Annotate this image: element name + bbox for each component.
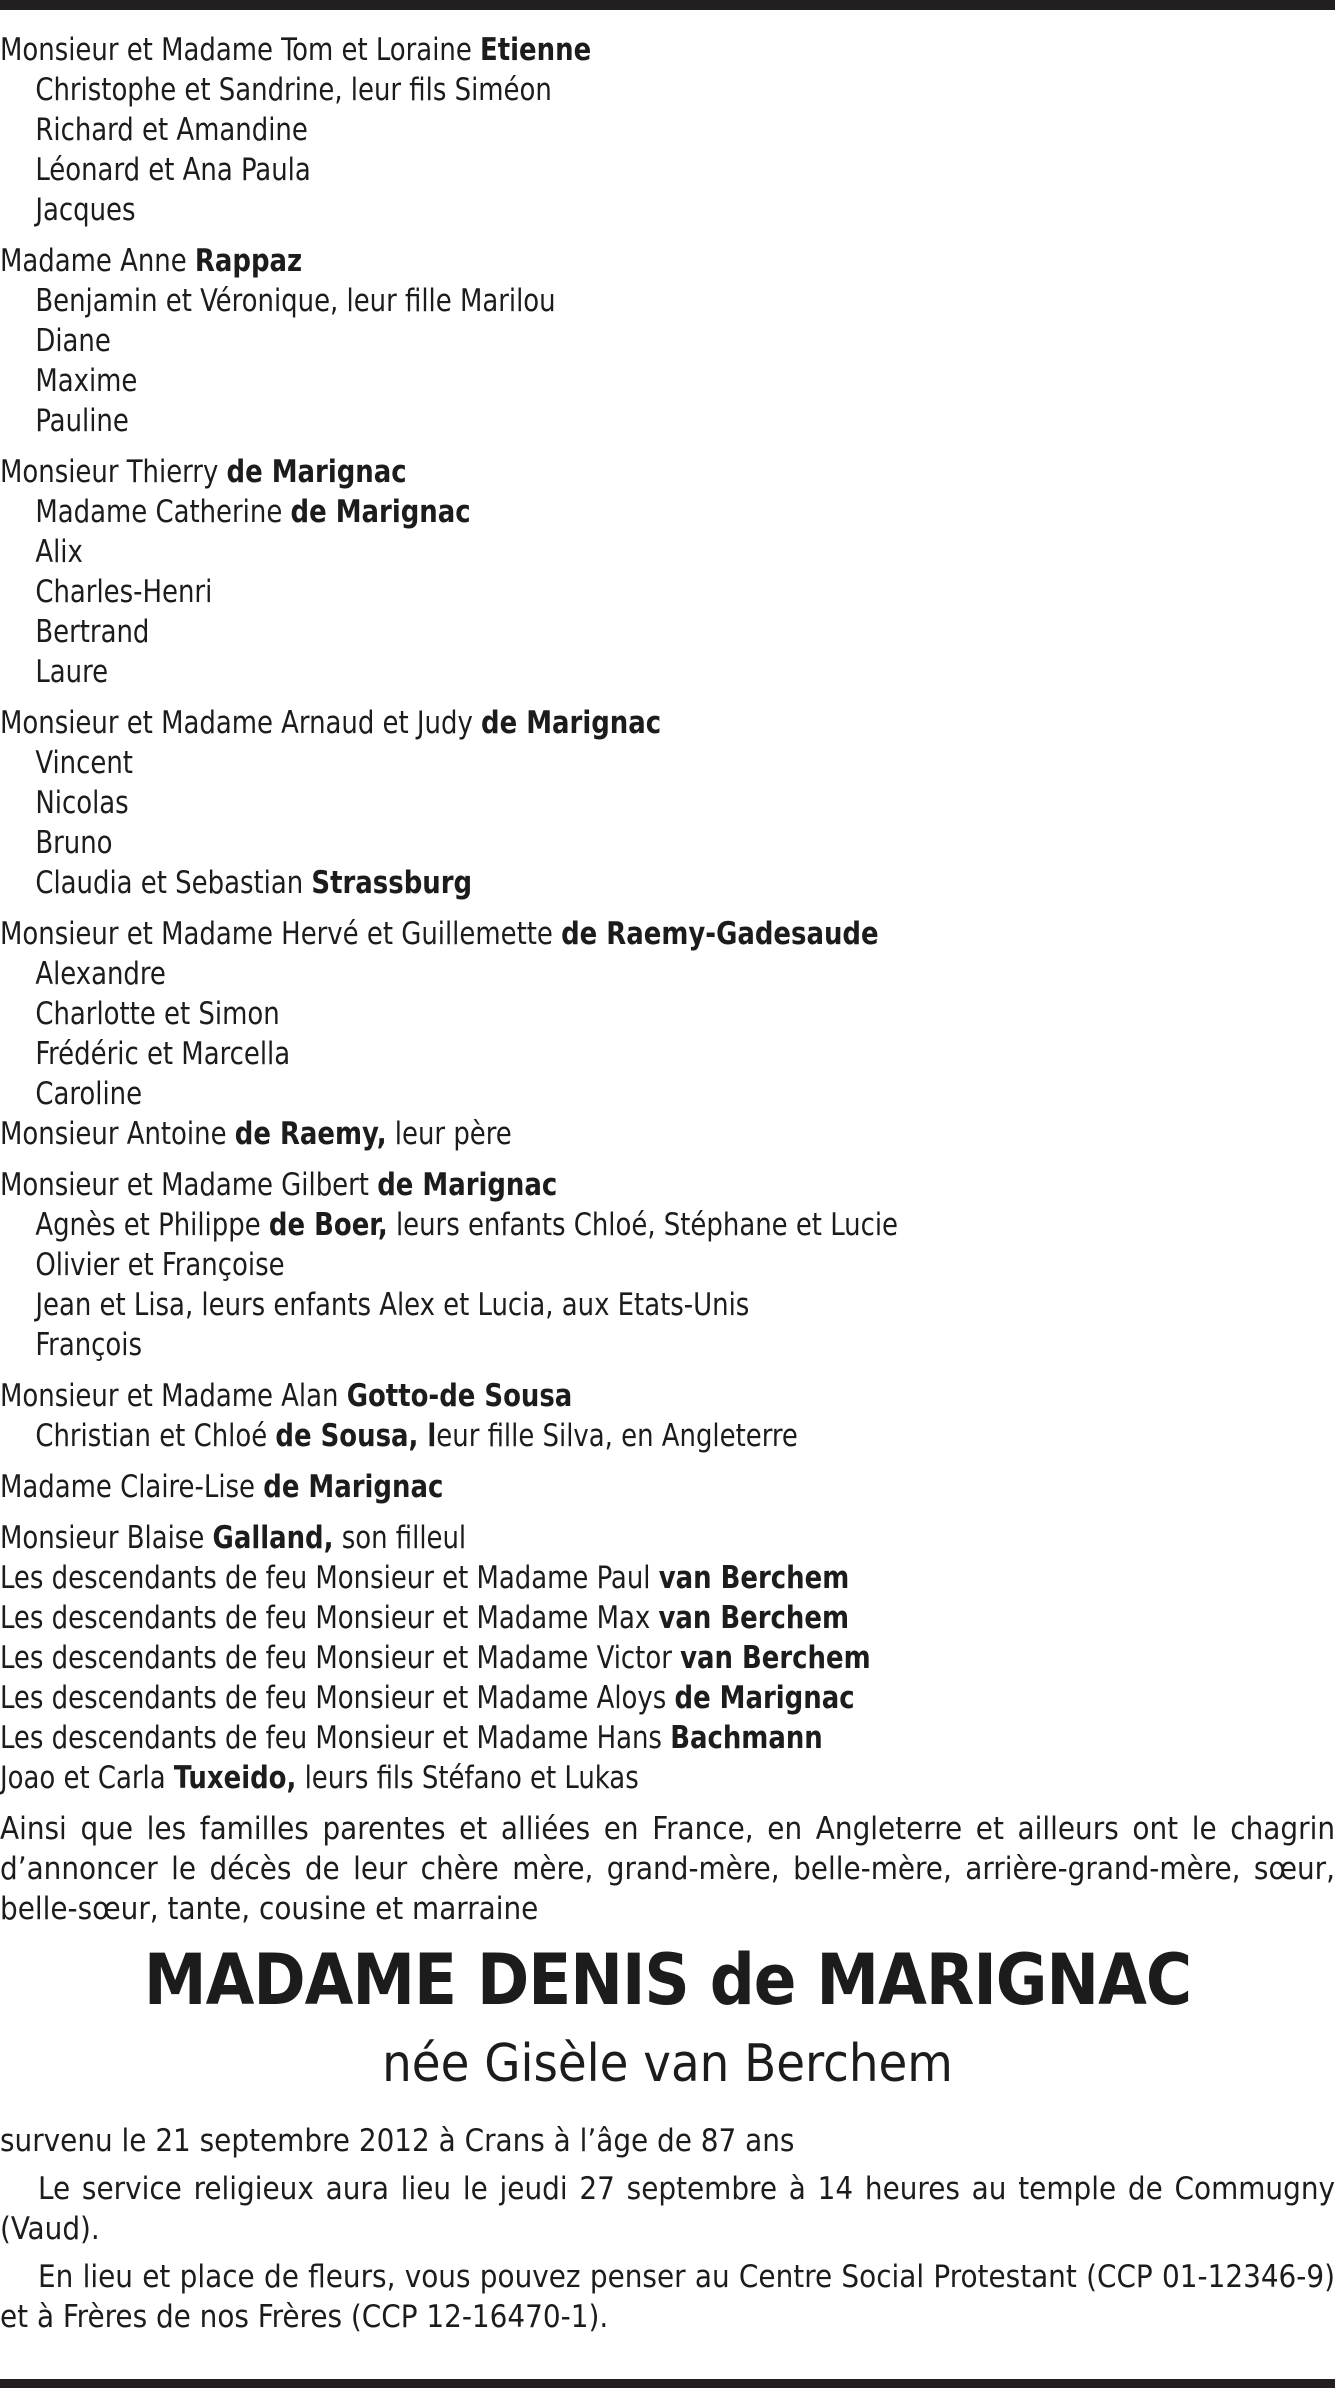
text-prefix: François — [35, 1327, 143, 1363]
name-line — [0, 1376, 1242, 1416]
member-line — [0, 1074, 1242, 1114]
text-prefix: Monsieur Blaise — [0, 1520, 213, 1556]
name-line — [0, 241, 1242, 281]
name-line — [0, 1518, 1242, 1558]
surname: Rappaz — [194, 243, 303, 279]
text-suffix: eur fille Silva, en Angleterre — [436, 1418, 798, 1454]
text-prefix: Claudia et Sebastian — [35, 865, 312, 901]
text-prefix: Jean et Lisa, leurs enfants Alex et Lucia, aux Etats-Unis — [35, 1287, 750, 1323]
member-line — [0, 652, 1242, 692]
surname: Gotto-de Sousa — [346, 1378, 573, 1414]
member-line — [0, 321, 1242, 361]
member-line — [0, 401, 1242, 441]
text-prefix: Les descendants de feu Monsieur et Madame Paul — [0, 1560, 659, 1596]
surname: de Boer, — [268, 1207, 388, 1243]
member-line — [0, 612, 1242, 652]
family-group — [0, 1467, 1335, 1507]
text-prefix: Monsieur et Madame Alan — [0, 1378, 347, 1414]
top-rule — [0, 0, 1335, 10]
text-prefix: Richard et Amandine — [35, 112, 308, 148]
text-prefix: Monsieur Thierry — [0, 454, 227, 490]
surname: Galland, — [212, 1520, 334, 1556]
member-line — [0, 1034, 1242, 1074]
name-line — [0, 1598, 1242, 1638]
text-prefix: Alexandre — [35, 956, 166, 992]
donation-info: En lieu et place de fleurs, vous pouvez penser au Centre Social Protestant (CCP 01-12346-9) et à Frères de nos Frères (CCP 12-16470-1). — [0, 2259, 1335, 2335]
name-line — [0, 452, 1242, 492]
member-line — [0, 1285, 1242, 1325]
text-prefix: Monsieur et Madame Tom et Loraine — [0, 32, 481, 68]
text-prefix: Jacques — [35, 192, 136, 228]
text-prefix: Monsieur et Madame Arnaud et Judy — [0, 705, 482, 741]
text-prefix: Nicolas — [35, 785, 129, 821]
text-suffix: son filleul — [333, 1520, 467, 1556]
member-line — [0, 281, 1242, 321]
name-line — [0, 1718, 1242, 1758]
member-line — [0, 361, 1242, 401]
name-line — [0, 1165, 1242, 1205]
name-line — [0, 1467, 1242, 1507]
name-line — [0, 914, 1242, 954]
deceased-birth-name: née Gisèle van Berchem — [382, 2034, 953, 2094]
surname: van Berchem — [658, 1560, 850, 1596]
text-prefix: Vincent — [35, 745, 133, 781]
text-prefix: Monsieur Antoine — [0, 1116, 235, 1152]
text-prefix: Les descendants de feu Monsieur et Madame Aloys — [0, 1680, 675, 1716]
surname: van Berchem — [658, 1600, 849, 1636]
member-line — [0, 1205, 1242, 1245]
service-info: Le service religieux aura lieu le jeudi 27 septembre à 14 heures au temple de Commugny (Vaud). — [0, 2171, 1335, 2247]
surname: de Marignac — [263, 1469, 444, 1505]
obituary-notice — [0, 30, 1335, 2337]
family-group — [0, 452, 1335, 692]
family-group — [0, 1165, 1335, 1365]
text-prefix: Madame Catherine — [35, 494, 291, 530]
surname: de Marignac — [481, 705, 662, 741]
text-prefix: Léonard et Ana Paula — [35, 152, 311, 188]
name-line — [0, 30, 1242, 70]
member-line — [0, 1325, 1242, 1365]
text-prefix: Olivier et Françoise — [35, 1247, 285, 1283]
text-prefix: Monsieur et Madame Gilbert — [0, 1167, 378, 1203]
name-line — [0, 703, 1242, 743]
text-prefix: Madame Claire-Lise — [0, 1469, 264, 1505]
text-prefix: Maxime — [35, 363, 138, 399]
text-prefix: Bruno — [35, 825, 113, 861]
name-line — [0, 1678, 1242, 1718]
text-prefix: Les descendants de feu Monsieur et Madame Hans — [0, 1720, 671, 1756]
text-prefix: Frédéric et Marcella — [35, 1036, 291, 1072]
text-prefix: Joao et Carla — [0, 1760, 174, 1796]
text-suffix: leurs fils Stéfano et Lukas — [296, 1760, 639, 1796]
surname: Tuxeido, — [173, 1760, 297, 1796]
text-prefix: Monsieur et Madame Hervé et Guillemette — [0, 916, 562, 952]
text-prefix: Agnès et Philippe — [35, 1207, 269, 1243]
member-line — [0, 492, 1242, 532]
deceased-name: MADAME DENIS de MARIGNAC — [143, 1939, 1192, 2021]
member-line — [0, 1245, 1242, 1285]
announcement-paragraph: Ainsi que les familles parentes et alliées en France, en Angleterre et ailleurs ont le chagrin d’annoncer le décès de leur chère mère, grand-mère, belle-mère, arrière-grand-mère, sœur, belle-sœur, tante, cousine et marraine — [0, 1811, 1335, 1927]
member-line — [0, 532, 1242, 572]
member-line — [0, 823, 1242, 863]
text-prefix: Laure — [35, 654, 109, 690]
name-line — [0, 1758, 1242, 1798]
member-line — [0, 743, 1242, 783]
text-prefix: Les descendants de feu Monsieur et Madame Max — [0, 1600, 659, 1636]
text-prefix: Benjamin et Véronique, leur fille Marilou — [35, 283, 556, 319]
name-line — [0, 1558, 1242, 1598]
member-line — [0, 70, 1242, 110]
other-mourners — [0, 1518, 1335, 1798]
surname: Bachmann — [670, 1720, 823, 1756]
family-list — [0, 30, 1335, 1507]
member-line — [0, 783, 1242, 823]
member-line — [0, 110, 1242, 150]
family-group — [0, 1376, 1335, 1456]
family-group — [0, 914, 1335, 1154]
surname: de Raemy-Gadesaude — [561, 916, 879, 952]
text-suffix: leur père — [386, 1116, 512, 1152]
text-prefix: Christian et Chloé — [35, 1418, 276, 1454]
member-line — [0, 863, 1242, 903]
name-line — [0, 1114, 1242, 1154]
member-line — [0, 994, 1242, 1034]
family-group — [0, 703, 1335, 903]
bottom-rule — [0, 2379, 1335, 2388]
surname: van Berchem — [680, 1640, 871, 1676]
member-line — [0, 572, 1242, 612]
member-line — [0, 150, 1242, 190]
text-prefix: Pauline — [35, 403, 129, 439]
family-group — [0, 241, 1335, 441]
surname: de Marignac — [290, 494, 471, 530]
text-prefix: Christophe et Sandrine, leur fils Siméon — [35, 72, 552, 108]
text-prefix: Caroline — [35, 1076, 143, 1112]
text-prefix: Charlotte et Simon — [35, 996, 280, 1032]
surname: de Sousa, l — [275, 1418, 437, 1454]
surname: de Marignac — [674, 1680, 855, 1716]
surname: Etienne — [480, 32, 592, 68]
member-line — [0, 954, 1242, 994]
death-info: survenu le 21 septembre 2012 à Crans à l’âge de 87 ans — [0, 2123, 795, 2159]
surname: de Marignac — [226, 454, 407, 490]
text-prefix: Les descendants de feu Monsieur et Madame Victor — [0, 1640, 681, 1676]
family-group — [0, 30, 1335, 230]
text-prefix: Charles-Henri — [35, 574, 213, 610]
surname: de Marignac — [377, 1167, 558, 1203]
text-prefix: Diane — [35, 323, 111, 359]
text-suffix: leurs enfants Chloé, Stéphane et Lucie — [387, 1207, 899, 1243]
text-prefix: Alix — [35, 534, 83, 570]
member-line — [0, 1416, 1242, 1456]
text-prefix: Bertrand — [35, 614, 150, 650]
surname: de Raemy, — [234, 1116, 387, 1152]
member-line — [0, 190, 1242, 230]
surname: Strassburg — [311, 865, 473, 901]
name-line — [0, 1638, 1242, 1678]
text-prefix: Madame Anne — [0, 243, 195, 279]
